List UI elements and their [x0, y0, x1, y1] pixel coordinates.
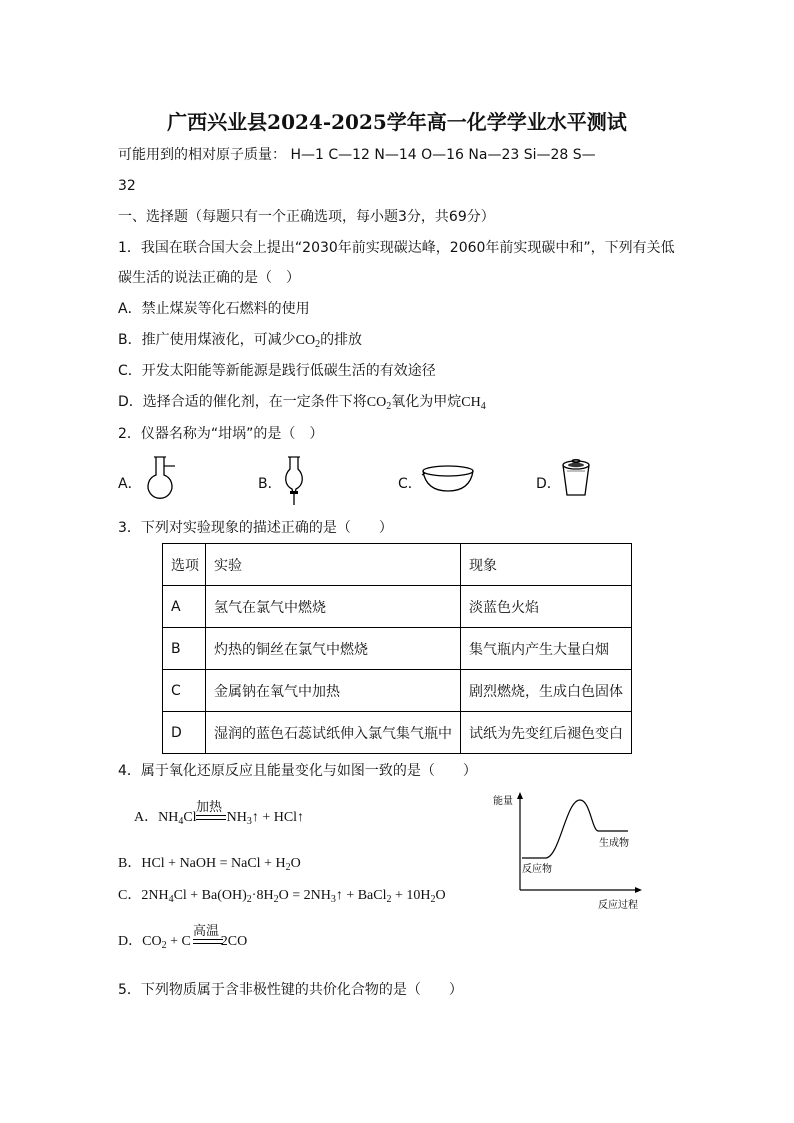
- atomic-masses-continuation: 32: [118, 178, 136, 194]
- table-cell: B: [163, 628, 206, 670]
- table-cell: 试纸为先变红后褪色变白: [461, 712, 632, 754]
- table-cell: 湿润的蓝色石蕊试纸伸入氯气集气瓶中: [206, 712, 461, 754]
- q1-stem-line1: 1．我国在联合国大会上提出“2030年前实现碳达峰，2060年前实现碳中和”，下列有关低: [118, 240, 675, 256]
- q5-stem: 5．下列物质属于含非极性键的共价化合物的是（ ）: [118, 982, 463, 998]
- energy-axis-label: 能量: [493, 796, 513, 807]
- energy-diagram: [488, 790, 648, 914]
- q2-option-a-label: A．: [118, 476, 142, 492]
- q1-option-b: B．推广使用煤液化，可减少$CO_2$的排放: [118, 332, 363, 350]
- q2-option-c-label: C．: [398, 476, 422, 492]
- table-header-cell: 实验: [206, 544, 461, 586]
- table-cell: A: [163, 586, 206, 628]
- q4-option-d: D．$CO_2 + C$ 2CO: [118, 934, 248, 951]
- table-row: [163, 628, 632, 670]
- reactant-label: 反应物: [522, 864, 552, 875]
- table-header-row: [163, 544, 632, 586]
- section-heading: 一、选择题（每题只有一个正确选项，每小题3分，共69分）: [118, 209, 495, 225]
- table-cell: D: [163, 712, 206, 754]
- table-row: [163, 670, 632, 712]
- q4-option-a: A．$NH_4Cl$ $NH_3↑$ + HCl↑: [134, 810, 305, 827]
- table-cell: 金属钠在氧气中加热: [206, 670, 461, 712]
- table-cell: 剧烈燃烧，生成白色固体: [461, 670, 632, 712]
- table-row: [163, 586, 632, 628]
- table-cell: C: [163, 670, 206, 712]
- q2-option-d-label: D．: [536, 476, 561, 492]
- table-header-cell: 现象: [461, 544, 632, 586]
- page-title: 广西兴业县2024-2025学年高一化学学业水平测试: [167, 110, 627, 134]
- table-cell: 氢气在氯气中燃烧: [206, 586, 461, 628]
- q4-option-c: C．$2NH_4Cl + Ba(OH)_2\cdot 8H_2O$ = $2NH_3↑$ + BaCl$_2$ + $10H_2O$: [118, 888, 446, 905]
- q1-option-d: D．选择合适的催化剂，在一定条件下将$CO_2$氧化为甲烷$CH_4$: [118, 394, 486, 412]
- reaction-process-axis-label: 反应过程: [598, 900, 638, 911]
- q1-option-c: C．开发太阳能等新能源是践行低碳生活的有效途径: [118, 363, 436, 379]
- table-cell: 集气瓶内产生大量白烟: [461, 628, 632, 670]
- q4-option-b: B．HCl + NaOH = NaCl + $H_2O$: [118, 856, 301, 873]
- table-cell: 灼热的铜丝在氯气中燃烧: [206, 628, 461, 670]
- atomic-masses-line: 可能用到的相对原子质量： H—1 C—12 N—14 O—16 Na—23 Si—28 S—: [118, 147, 596, 163]
- q2-stem: 2．仪器名称为“坩埚”的是（ ）: [118, 426, 324, 442]
- reaction-condition-heat: 加热: [196, 800, 223, 815]
- q1-option-a: A．禁止煤炭等化石燃料的使用: [118, 301, 310, 317]
- round-flask-icon: [143, 455, 185, 503]
- q4-stem: 4．属于氧化还原反应且能量变化与如图一致的是（ ）: [118, 763, 477, 779]
- reaction-condition-high-temp: 高温: [193, 924, 220, 939]
- co2-formula: $CO_2$: [366, 395, 392, 412]
- product-label: 生成物: [599, 838, 629, 849]
- ch4-formula: $CH_4$: [461, 395, 486, 412]
- q2-option-b-label: B．: [258, 476, 282, 492]
- q3-stem: 3．下列对实验现象的描述正确的是（ ）: [118, 520, 393, 536]
- separatory-funnel-icon: [280, 455, 308, 507]
- q1-stem-line2: 碳生活的说法正确的是（ ）: [118, 270, 300, 286]
- co2-formula: $CO_2$: [295, 333, 321, 350]
- table-header-cell: 选项: [163, 544, 206, 586]
- q3-table: [162, 543, 632, 754]
- crucible-icon: [560, 457, 592, 499]
- table-row: [163, 712, 632, 754]
- table-cell: 淡蓝色火焰: [461, 586, 632, 628]
- evaporating-dish-icon: [420, 463, 476, 495]
